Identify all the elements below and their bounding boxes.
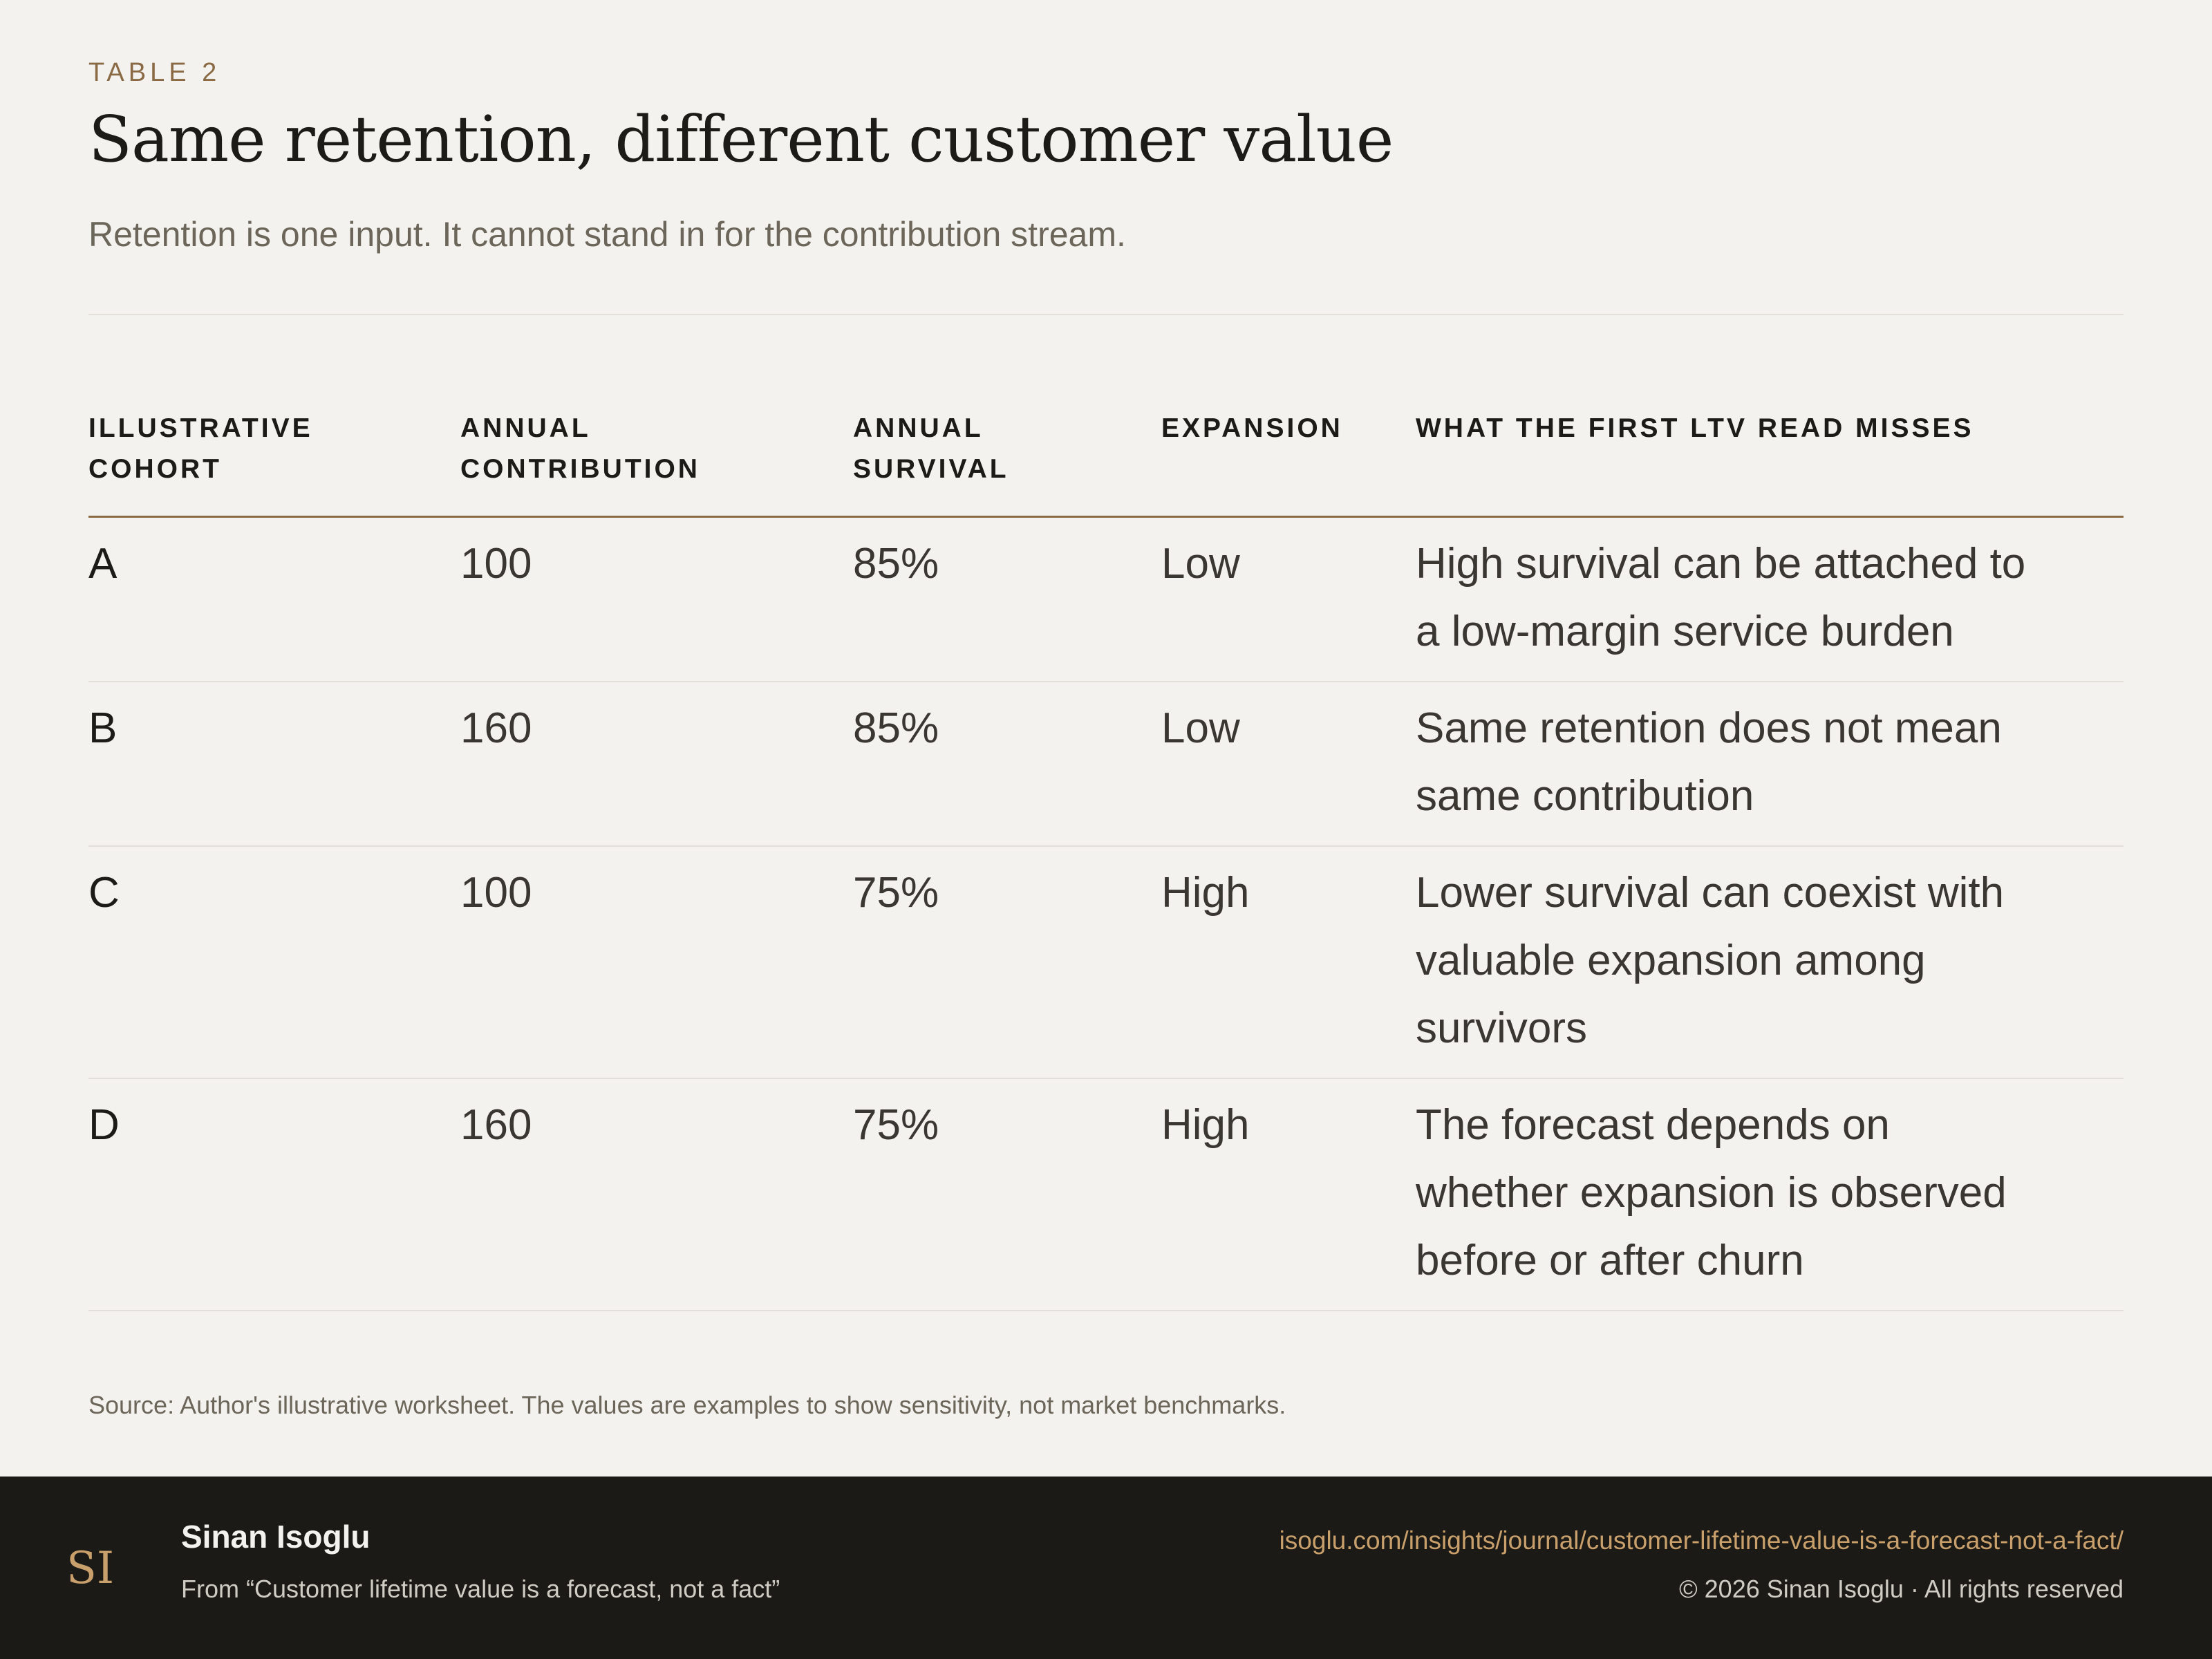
cell-cohort: B: [88, 682, 460, 846]
cell-misses: High survival can be attached to a low-margin service burden: [1416, 517, 2124, 682]
si-monogram-logo: [64, 1537, 118, 1598]
table-row: [88, 517, 2124, 682]
logo-text: SI: [66, 1543, 115, 1594]
header-line: WHAT THE FIRST LTV READ MISSES: [1416, 413, 1974, 443]
cell-survival: 75%: [853, 1078, 1161, 1311]
cell-misses: Same retention does not mean same contribution: [1416, 682, 2124, 846]
table-row: [88, 682, 2124, 846]
header-line: ILLUSTRATIVE: [88, 413, 313, 443]
header-line: CONTRIBUTION: [460, 454, 700, 484]
cell-expansion: Low: [1161, 682, 1416, 846]
cell-contribution: 100: [460, 846, 853, 1078]
cell-contribution: 160: [460, 1078, 853, 1311]
cell-misses: The forecast depends on whether expansion is observed before or after churn: [1416, 1078, 2124, 1311]
cell-cohort: D: [88, 1078, 460, 1311]
table-eyebrow: TABLE 2: [88, 58, 221, 87]
cell-expansion: High: [1161, 1078, 1416, 1311]
cell-misses: Lower survival can coexist with valuable expansion among survivors: [1416, 846, 2124, 1078]
cell-contribution: 160: [460, 682, 853, 846]
column-header-misses: [1416, 408, 2124, 517]
author-name: Sinan Isoglu: [181, 1519, 371, 1555]
header-line: COHORT: [88, 454, 222, 484]
cell-survival: 85%: [853, 682, 1161, 846]
column-header-cohort: [88, 408, 460, 517]
column-header-expansion: [1161, 408, 1416, 517]
header-line: ANNUAL: [460, 413, 591, 443]
column-header-survival: [853, 408, 1161, 517]
cohort-table: [88, 408, 2124, 1311]
header-line: SURVIVAL: [853, 454, 1009, 484]
cell-expansion: High: [1161, 846, 1416, 1078]
article-link[interactable]: isoglu.com/insights/journal/customer-lifetime-value-is-a-forecast-not-a-fact/: [1279, 1526, 2124, 1555]
column-header-contribution: [460, 408, 853, 517]
article-reference: From “Customer lifetime value is a forecast, not a fact”: [181, 1575, 780, 1603]
cell-survival: 75%: [853, 846, 1161, 1078]
cell-cohort: C: [88, 846, 460, 1078]
article-figure: [88, 0, 2124, 1477]
cell-expansion: Low: [1161, 517, 1416, 682]
table-header-row: [88, 408, 2124, 517]
footer: [0, 1477, 2212, 1659]
table-row: [88, 1078, 2124, 1311]
header-line: EXPANSION: [1161, 413, 1343, 443]
cell-cohort: A: [88, 517, 460, 682]
header-line: ANNUAL: [853, 413, 984, 443]
source-note: Source: Author's illustrative worksheet. The values are examples to show sensitivity, not market benchmarks.: [88, 1391, 1286, 1419]
cell-survival: 85%: [853, 517, 1161, 682]
table-row: [88, 846, 2124, 1078]
divider: [88, 314, 2124, 315]
copyright: © 2026 Sinan Isoglu · All rights reserved: [1679, 1575, 2124, 1603]
page-subtitle: Retention is one input. It cannot stand in for the contribution stream.: [88, 215, 1126, 254]
cell-contribution: 100: [460, 517, 853, 682]
page-title: Same retention, different customer value: [88, 102, 1394, 176]
